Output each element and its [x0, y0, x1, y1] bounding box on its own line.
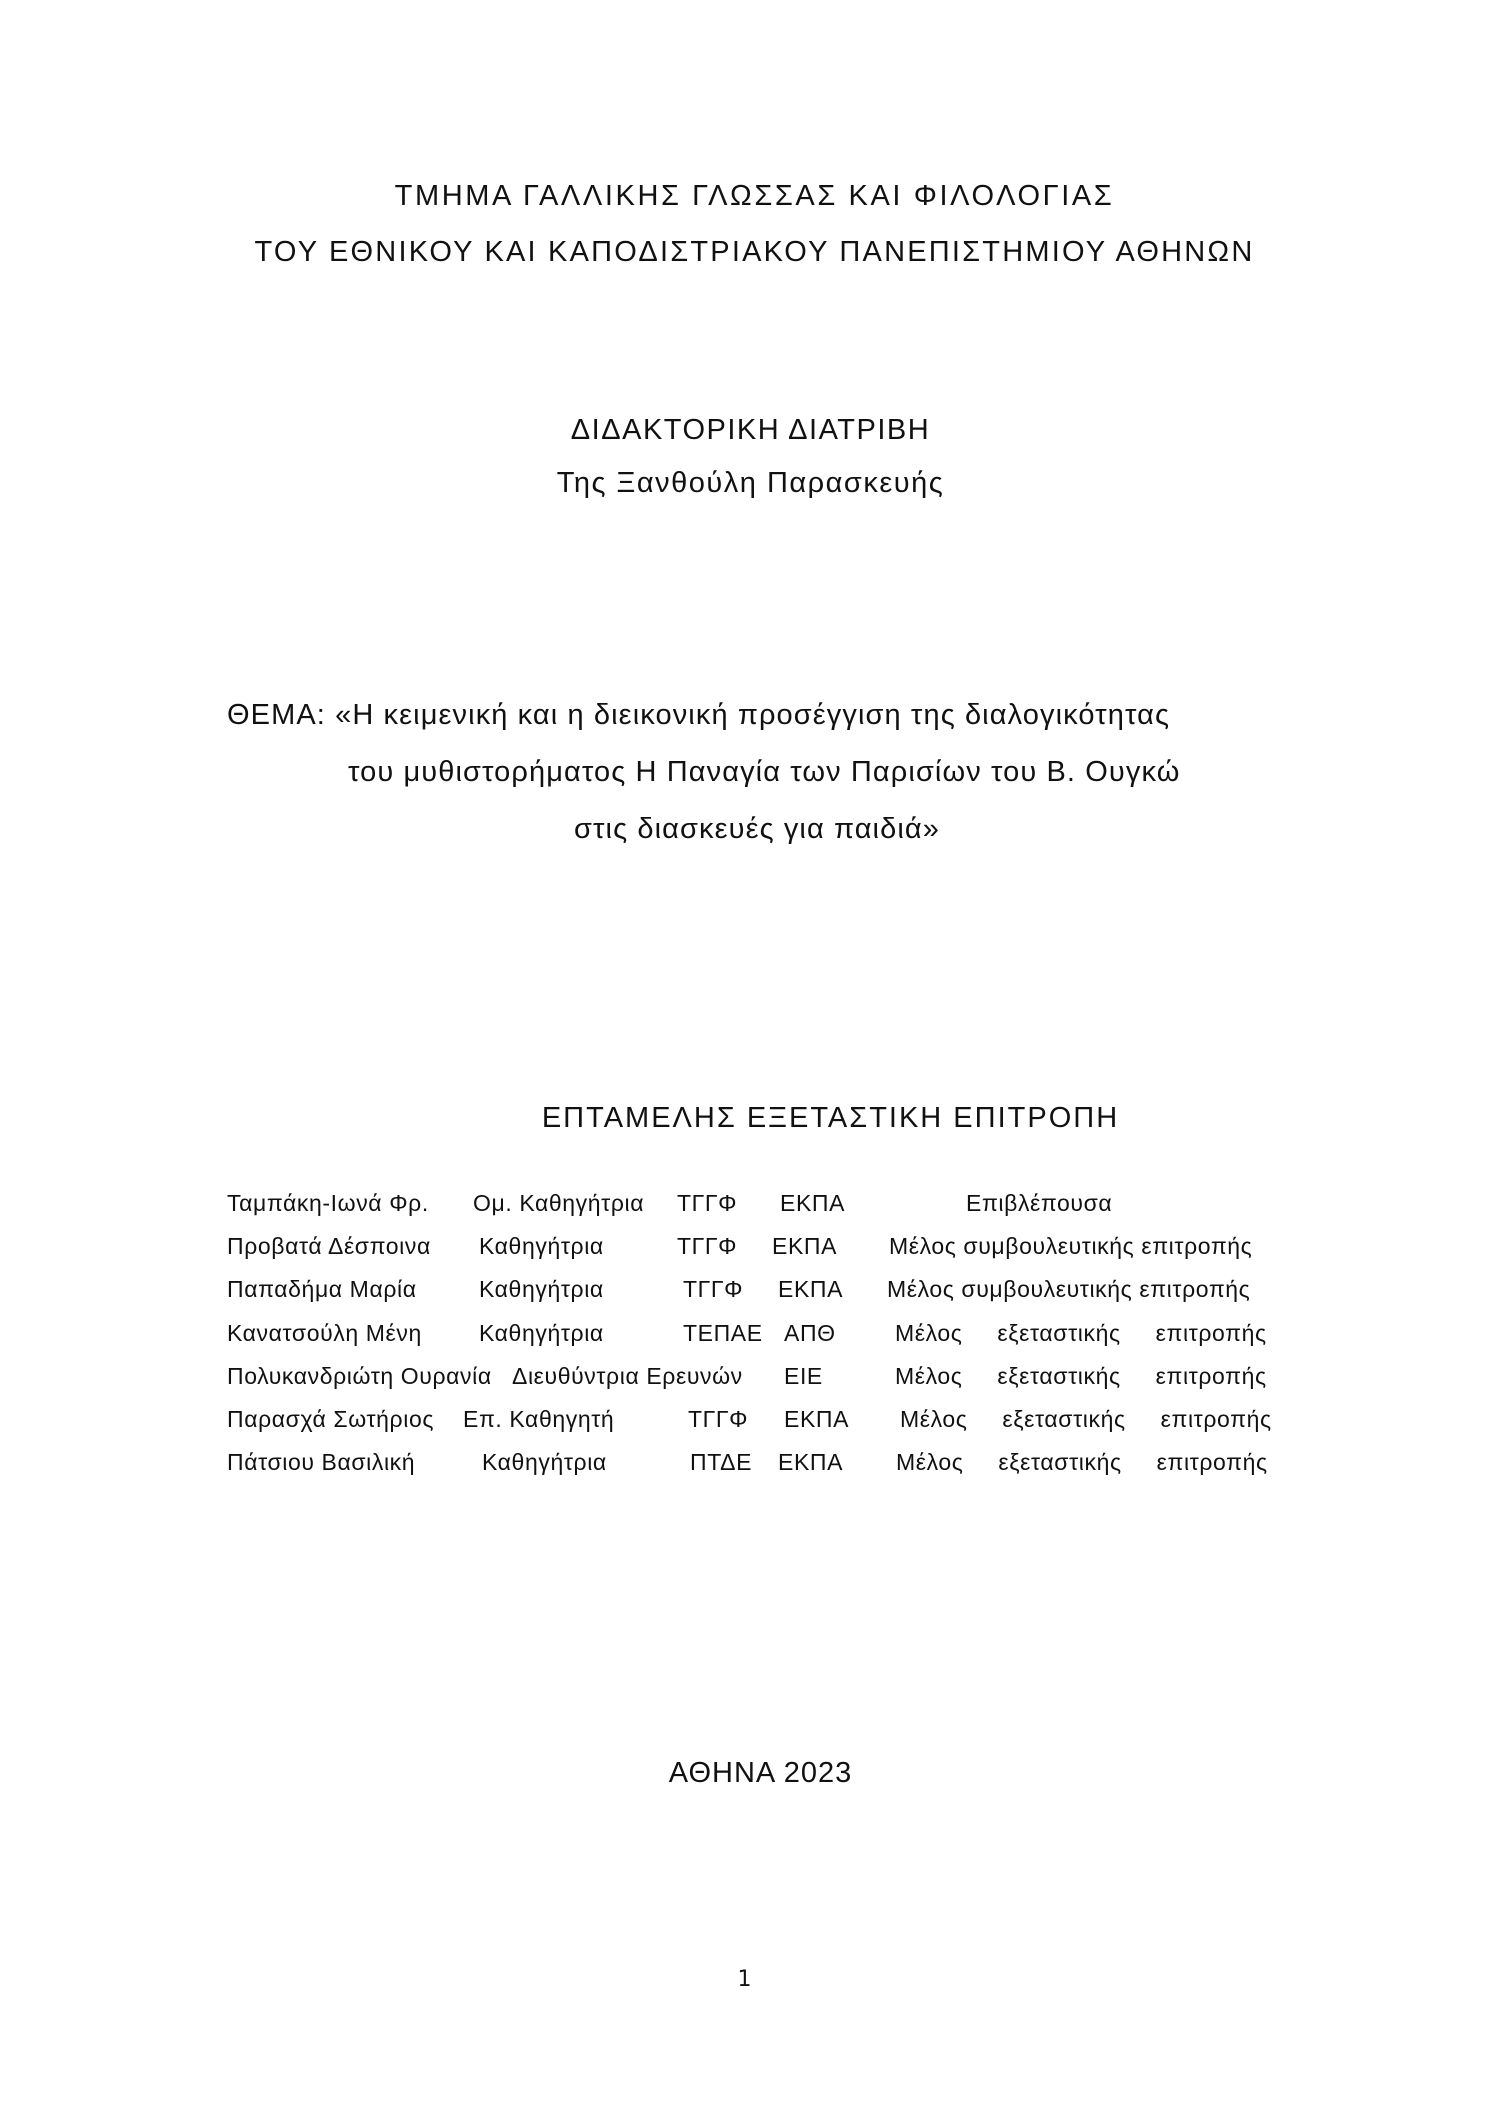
member-name: Κανατσούλη Μένη [227, 1320, 422, 1346]
member-rank: Καθηγήτρια [479, 1320, 604, 1346]
member-dept: ΤΕΠΑΕ [683, 1320, 763, 1346]
member-name: Πάτσιου Βασιλική [227, 1449, 416, 1475]
member-role: Μέλος συμβουλευτικής επιτροπής [889, 1233, 1253, 1259]
department-line-1: ΤΜΗΜΑ ΓΑΛΛΙΚΗΣ ΓΛΩΣΣΑΣ ΚΑΙ ΦΙΛΟΛΟΓΙΑΣ [394, 180, 1115, 212]
member-dept: ΤΓΓΦ [683, 1276, 744, 1302]
member-name: Ταμπάκη-Ιωνά Φρ. [227, 1190, 429, 1216]
member-institution: ΕΚΠΑ [772, 1233, 838, 1259]
member-institution: ΕΚΠΑ [784, 1406, 850, 1432]
member-role: Μέλος εξεταστικής επιτροπής [896, 1449, 1268, 1475]
city-year: ΑΘΗΝΑ 2023 [668, 1757, 853, 1789]
member-name: Παρασχά Σωτήριος [227, 1406, 435, 1432]
member-role: Μέλος εξεταστικής επιτροπής [900, 1406, 1272, 1432]
member-institution: ΑΠΘ [784, 1320, 836, 1346]
member-institution: ΕΚΠΑ [780, 1190, 846, 1216]
member-rank: Καθηγήτρια [479, 1276, 604, 1302]
member-rank: Καθηγήτρια [482, 1449, 607, 1475]
member-dept: ΠΤΔΕ [690, 1449, 753, 1475]
member-name: Παπαδήμα Μαρία [227, 1276, 417, 1302]
member-role: Μέλος συμβουλευτικής επιτροπής [887, 1276, 1251, 1302]
thesis-topic-line-3: στις διασκευές για παιδιά» [574, 813, 940, 845]
member-rank: Ομ. Καθηγήτρια [473, 1190, 645, 1216]
committee-title: ΕΠΤΑΜΕΛΗΣ ΕΞΕΤΑΣΤΙΚΗ ΕΠΙΤΡΟΠΗ [541, 1102, 1120, 1134]
member-rank: Διευθύντρια Ερευνών [512, 1363, 743, 1389]
thesis-topic-line-1: ΘΕΜΑ: «Η κειμενική και η διεικονική προσέγγιση της διαλογικότητας [227, 699, 1171, 731]
member-role: Επιβλέπουσα [966, 1190, 1113, 1216]
page-number: 1 [737, 1967, 752, 1992]
member-dept: ΤΓΓΦ [677, 1233, 738, 1259]
member-role: Μέλος εξεταστικής επιτροπής [895, 1363, 1267, 1389]
member-institution: ΕΚΠΑ [778, 1449, 844, 1475]
member-dept: ΤΓΓΦ [677, 1190, 738, 1216]
member-name: Προβατά Δέσποινα [227, 1233, 431, 1259]
thesis-author: Της Ξανθούλη Παρασκευής [556, 467, 945, 499]
thesis-type: ΔΙΔΑΚΤΟΡΙΚΗ ΔΙΑΤΡΙΒΗ [570, 414, 931, 446]
member-institution: ΕΙΕ [784, 1363, 823, 1389]
member-rank: Επ. Καθηγητή [463, 1406, 615, 1432]
member-dept: ΤΓΓΦ [688, 1406, 749, 1432]
thesis-topic-line-2: του μυθιστορήματος Η Παναγία των Παρισίων του Β. Ουγκώ [348, 756, 1181, 788]
member-institution: ΕΚΠΑ [778, 1276, 844, 1302]
department-line-2: ΤΟΥ ΕΘΝΙΚΟΥ ΚΑΙ ΚΑΠΟΔΙΣΤΡΙΑΚΟΥ ΠΑΝΕΠΙΣΤΗΜΙΟΥ ΑΘΗΝΩΝ [254, 236, 1255, 268]
member-rank: Καθηγήτρια [479, 1233, 604, 1259]
member-name: Πολυκανδριώτη Ουρανία [227, 1363, 492, 1389]
member-role: Μέλος εξεταστικής επιτροπής [895, 1320, 1267, 1346]
